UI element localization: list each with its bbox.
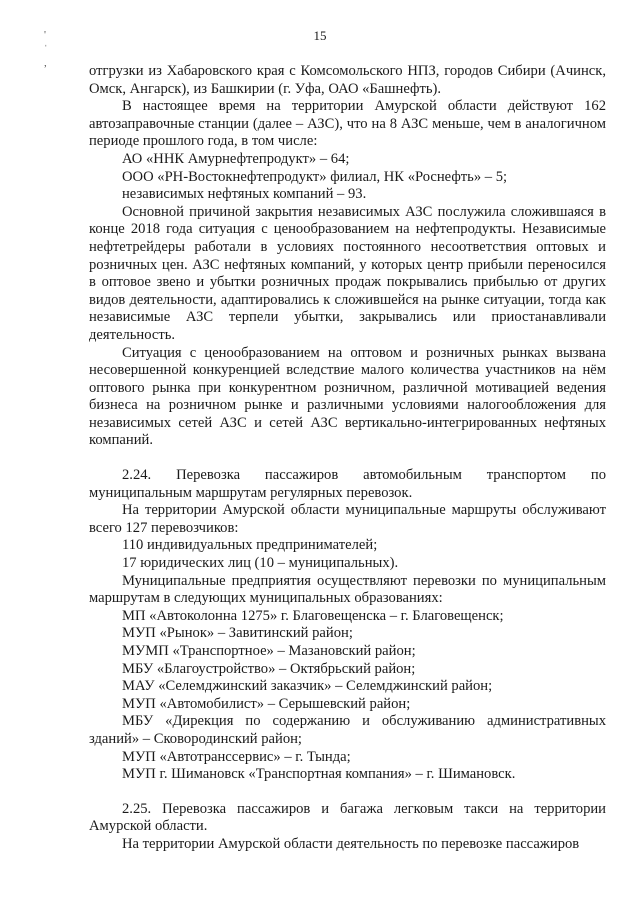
- paragraph: МБУ «Дирекция по содержанию и обслуживанию административных зданий» – Сковородинский район;: [89, 713, 606, 747]
- list-line: ООО «РН-Востокнефтепродукт» филиал, НК «Роснефть» – 5;: [122, 168, 508, 185]
- paragraph-gap: [89, 784, 606, 801]
- list-line: 17 юридических лиц (10 – муниципальных).: [122, 555, 399, 572]
- paragraph: 2.24. Перевозка пассажиров автомобильным транспортом по муниципальным маршрутам регулярных перевозок.: [89, 467, 606, 501]
- paragraph: На территории Амурской области деятельность по перевозке пассажиров: [122, 835, 580, 852]
- paragraph: Муниципальные предприятия осуществляют перевозки по муниципальным маршрутам в следующих муниципальных образованиях:: [89, 572, 606, 607]
- list-line: МБУ «Благоустройство» – Октябрьский район;: [122, 660, 416, 677]
- list-line: 110 индивидуальных предпринимателей;: [122, 537, 378, 554]
- list-line: МАУ «Селемджинский заказчик» – Селемджинский район;: [122, 678, 493, 695]
- paragraph-gap: [89, 450, 606, 467]
- paragraph: Ситуация с ценообразованием на оптовом и розничных рынках вызвана несовершенной конкуренцией вследствие малого количества участников на нём оптового рынка при конкурентном розничном, различной мотивацией ведения бизнеса на розничном рынке и различными условиями налогообложения для независимых сетей АЗС и сетей АЗС вертикально-интегрированных нефтяных компаний.: [89, 344, 606, 449]
- list-line: МУП «Автотранссервис» – г. Тында;: [122, 748, 351, 765]
- page-number: 15: [313, 28, 327, 43]
- paragraph: 2.25. Перевозка пассажиров и багажа легковым такси на территории Амурской области.: [89, 800, 606, 835]
- paragraph: В настоящее время на территории Амурской области действуют 162 автозаправочные станции (далее – АЗС), что на 8 АЗС меньше, чем в аналогичном периоде прошлого года, в том числе:: [89, 98, 606, 150]
- document-body: [89, 63, 606, 854]
- list-line: МП «Автоколонна 1275» г. Благовещенска – г. Благовещенск;: [122, 607, 504, 624]
- list-line: независимых нефтяных компаний – 93.: [122, 186, 367, 203]
- list-line: МУП «Рынок» – Завитинский район;: [122, 625, 353, 642]
- paragraph: На территории Амурской области муниципальные маршруты обслуживают всего 127 перевозчиков:: [89, 502, 606, 536]
- list-line: МУП г. Шимановск «Транспортная компания» – г. Шимановск.: [122, 766, 516, 783]
- list-line: МУП «Автомобилист» – Серышевский район;: [122, 695, 411, 712]
- list-line: МУМП «Транспортное» – Мазановский район;: [122, 643, 416, 659]
- paragraph: Основной причиной закрытия независимых АЗС послужила сложившаяся в конце 2018 года ситуация с ценообразованием на нефтепродукты. Независимые нефтетрейдеры работали в условиях постоянного несоответствия оптовых и розничных цен. АЗС нефтяных компаний, у которых центр прибыли переносился в оптовое звено и убытки розничных продаж покрывались прибылью от других видов деятельности, адаптировались к сложившейся на рынке ситуации, тогда как независимые АЗС терпели убытки, закрывались или приостанавливали деятельность.: [89, 203, 606, 343]
- paragraph: отгрузки из Хабаровского края с Комсомольского НПЗ, городов Сибири (Ачинск, Омск, Ангарск), из Башкирии (г. Уфа, ОАО «Башнефть).: [89, 63, 606, 97]
- list-line: АО «ННК Амурнефтепродукт» – 64;: [122, 150, 350, 167]
- margin-marks: ' ˈ ,: [44, 29, 48, 69]
